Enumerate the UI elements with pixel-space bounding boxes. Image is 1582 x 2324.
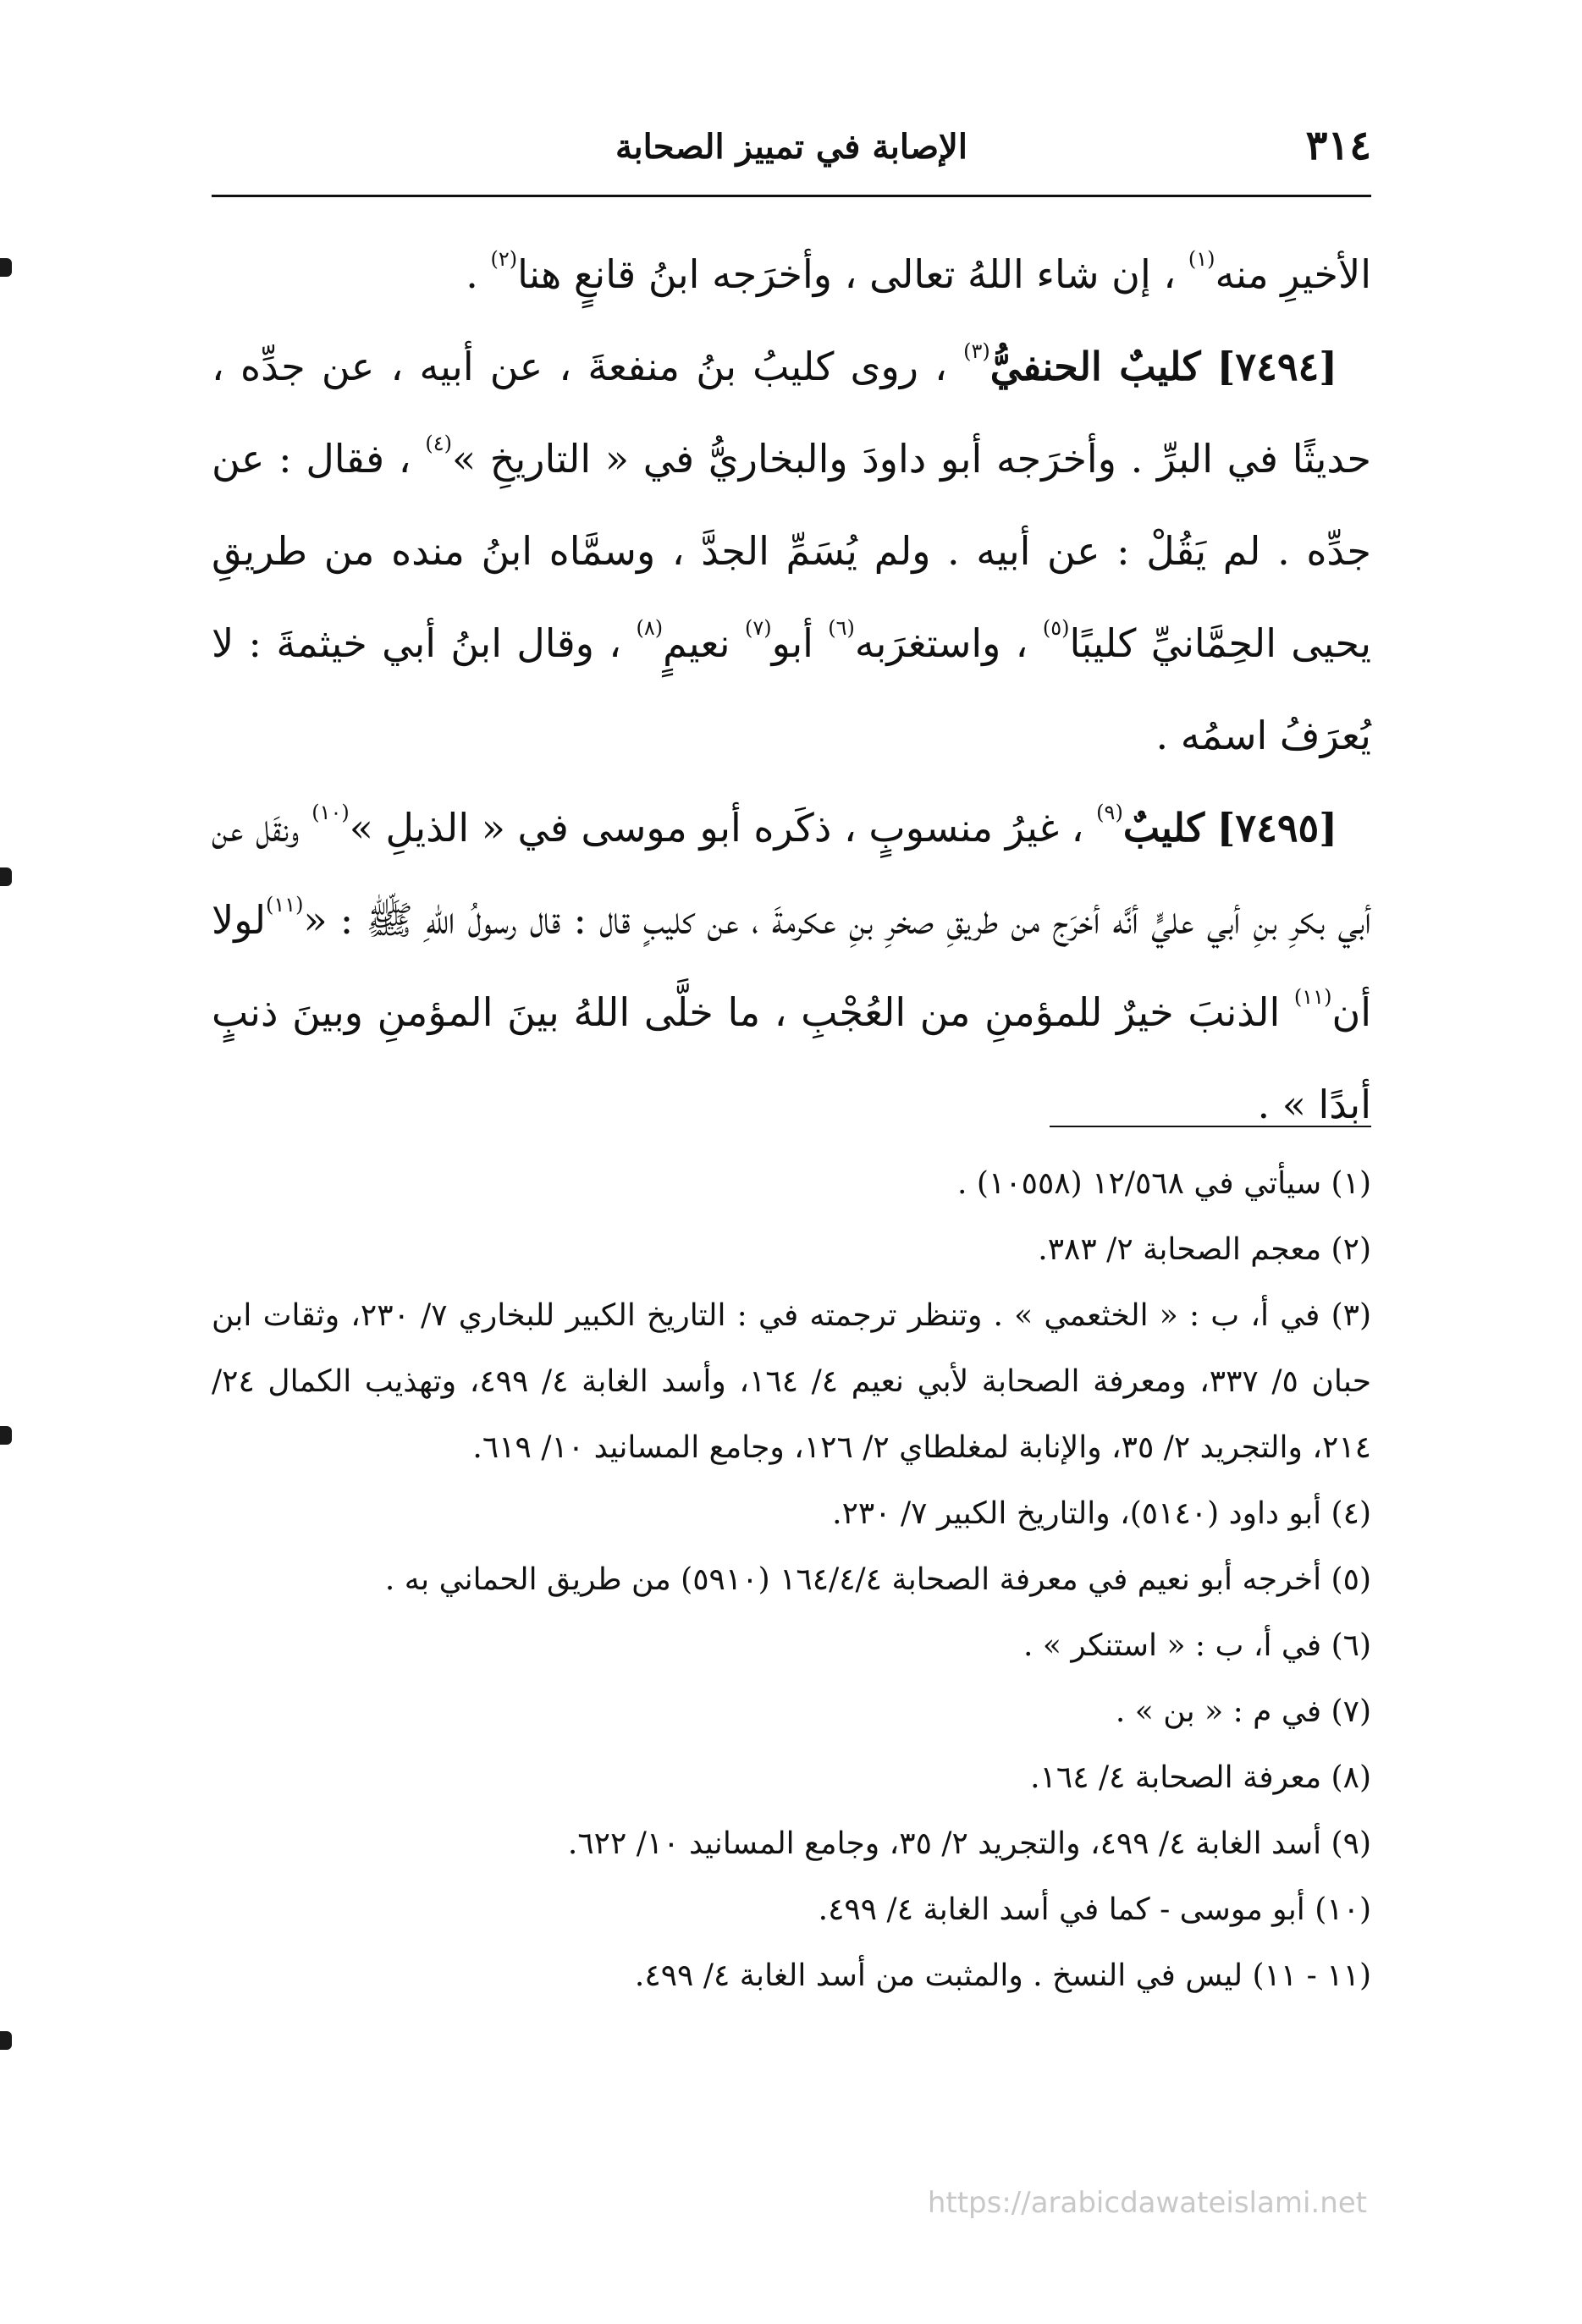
- footnote-marker: (٤): [425, 432, 452, 455]
- running-title: الإصابة في تمييز الصحابة: [615, 127, 967, 167]
- text-segment: ، وقال ابنُ أبي خيثمةَ : لا يُعرَفُ اسمُه .: [212, 620, 1371, 758]
- entry-name: كليبٌ الحنفيُّ: [989, 344, 1201, 389]
- text-segment: أبو: [771, 620, 813, 666]
- entry-7495: [212, 782, 1371, 1151]
- footnote-3: (٣) في أ، ب : « الخثعمي » . وتنظر ترجمته في : التاريخ الكبير للبخاري ٧/ ٢٣٠، وثقات ابن حبان ٥/ ٣٣٧، ومعرفة الصحابة لأبي نعيم ٤/ ١٦٤، وأسد الغابة ٤/ ٤٩٩، وتهذيب الكمال ٢٤/ ٢١٤، والتجريد ٢/ ٣٥، والإنابة لمغلطاي ٢/ ١٢٦، وجامع المسانيد ١٠/ ٦١٩.: [212, 1298, 1372, 1465]
- text-segment: ونقَل عن أبي بكرِ بنِ أبي عليٍّ أنَّه أخرَج من طريقِ صخرِ بنِ عكرمةَ ، عن كليبٍ قال : قال رسولُ اللهِ ﷺ : «: [212, 805, 1371, 943]
- footnote-marker: (٣): [963, 339, 990, 363]
- text-segment: الأخيرِ منه: [1215, 251, 1371, 297]
- footnote-9: (٩) أسد الغابة ٤/ ٤٩٩، والتجريد ٢/ ٣٥، وجامع المسانيد ١٠/ ٦٢٢.: [567, 1826, 1371, 1861]
- paragraph-continuation: [212, 229, 1371, 321]
- footnote-marker: (٧): [744, 616, 772, 640]
- footnote-marker: (١٠): [311, 801, 350, 824]
- main-text: [212, 229, 1371, 1151]
- footnote-1: (١) سيأتي في ١٢/٥٦٨ (١٠٥٥٨) .: [957, 1166, 1371, 1201]
- footnotes: [212, 1151, 1371, 2009]
- header-rule: [212, 195, 1371, 197]
- entry-7494: [212, 321, 1371, 782]
- footnote-rule: [1050, 1126, 1371, 1127]
- footnote-marker: (٩): [1096, 801, 1123, 824]
- footnote-11: (١١ - ١١) ليس في النسخ . والمثبت من أسد الغابة ٤/ ٤٩٩.: [634, 1958, 1371, 1993]
- text-segment: ، روى كليبُ بنُ منفعةَ ، عن أبيه ، عن جدِّه ، حديثًا في البرِّ . وأخرَجه أبو داودَ والبخاريُّ في « التاريخِ »: [212, 344, 1371, 482]
- scan-edge-mark: [0, 258, 12, 277]
- text-segment: ، فقال : عن جدِّه . لم يَقُلْ : عن أبيه . ولم يُسَمِّ الجدَّ ، وسمَّاه ابنُ منده من طريقِ يحيى الحِمَّانيِّ كليبًا: [212, 436, 1372, 666]
- entry-number: [٧٤٩٥]: [1216, 805, 1338, 851]
- footnote-marker: (٨): [636, 616, 664, 640]
- footnote-marker: (١١): [1293, 985, 1332, 1009]
- footnote-2: (٢) معجم الصحابة ٢/ ٣٨٣.: [1038, 1232, 1371, 1267]
- text-segment: الذنبَ خيرٌ للمؤمنِ من العُجْبِ ، ما خلَّى اللهُ بينَ المؤمنِ وبينَ ذنبٍ أبدًا » .: [212, 989, 1371, 1127]
- text-segment: نعيمٍ: [663, 620, 730, 666]
- entry-number: [٧٤٩٤]: [1216, 344, 1338, 389]
- footnote-5: (٥) أخرجه أبو نعيم في معرفة الصحابة ١٦٤/٤/٤ (٥٩١٠) من طريق الحماني به .: [384, 1562, 1371, 1597]
- text-segment: ، غيرُ منسوبٍ ، ذكَره أبو موسى في « الذيلِ »: [349, 805, 1084, 851]
- footnote-marker: (٢): [490, 247, 518, 271]
- scan-edge-mark: [0, 2031, 12, 2050]
- footnote-marker: (١): [1188, 247, 1215, 271]
- footnote-4: (٤) أبو داود (٥١٤٠)، والتاريخ الكبير ٧/ ٢٣٠.: [832, 1496, 1371, 1531]
- scan-edge-mark: [0, 867, 12, 886]
- footnote-marker: (١١): [266, 893, 304, 917]
- page-number: ٣١٤: [1305, 122, 1371, 169]
- entry-name: كليبٌ: [1122, 805, 1204, 851]
- page-header: [212, 118, 1371, 178]
- scan-edge-mark: [0, 1426, 12, 1445]
- watermark-url: https://arabicdawateislami.net: [927, 2186, 1367, 2220]
- footnote-7: (٧) في م : « بن » .: [1115, 1694, 1371, 1729]
- footnote-10: (١٠) أبو موسى - كما في أسد الغابة ٤/ ٤٩٩.: [818, 1892, 1371, 1927]
- footnote-8: (٨) معرفة الصحابة ٤/ ١٦٤.: [1030, 1760, 1371, 1795]
- text-segment: لولا أن: [212, 897, 1371, 1035]
- footnote-marker: (٥): [1042, 616, 1070, 640]
- text-segment: .: [466, 251, 478, 297]
- text-segment: ، واستغرَبه: [854, 620, 1028, 666]
- footnote-6: (٦) في أ، ب : « استنكر » .: [1023, 1628, 1371, 1663]
- text-segment: ، إن شاء اللهُ تعالى ، وأخرَجه ابنُ قانعٍ هنا: [517, 251, 1177, 297]
- footnote-marker: (٦): [828, 616, 855, 640]
